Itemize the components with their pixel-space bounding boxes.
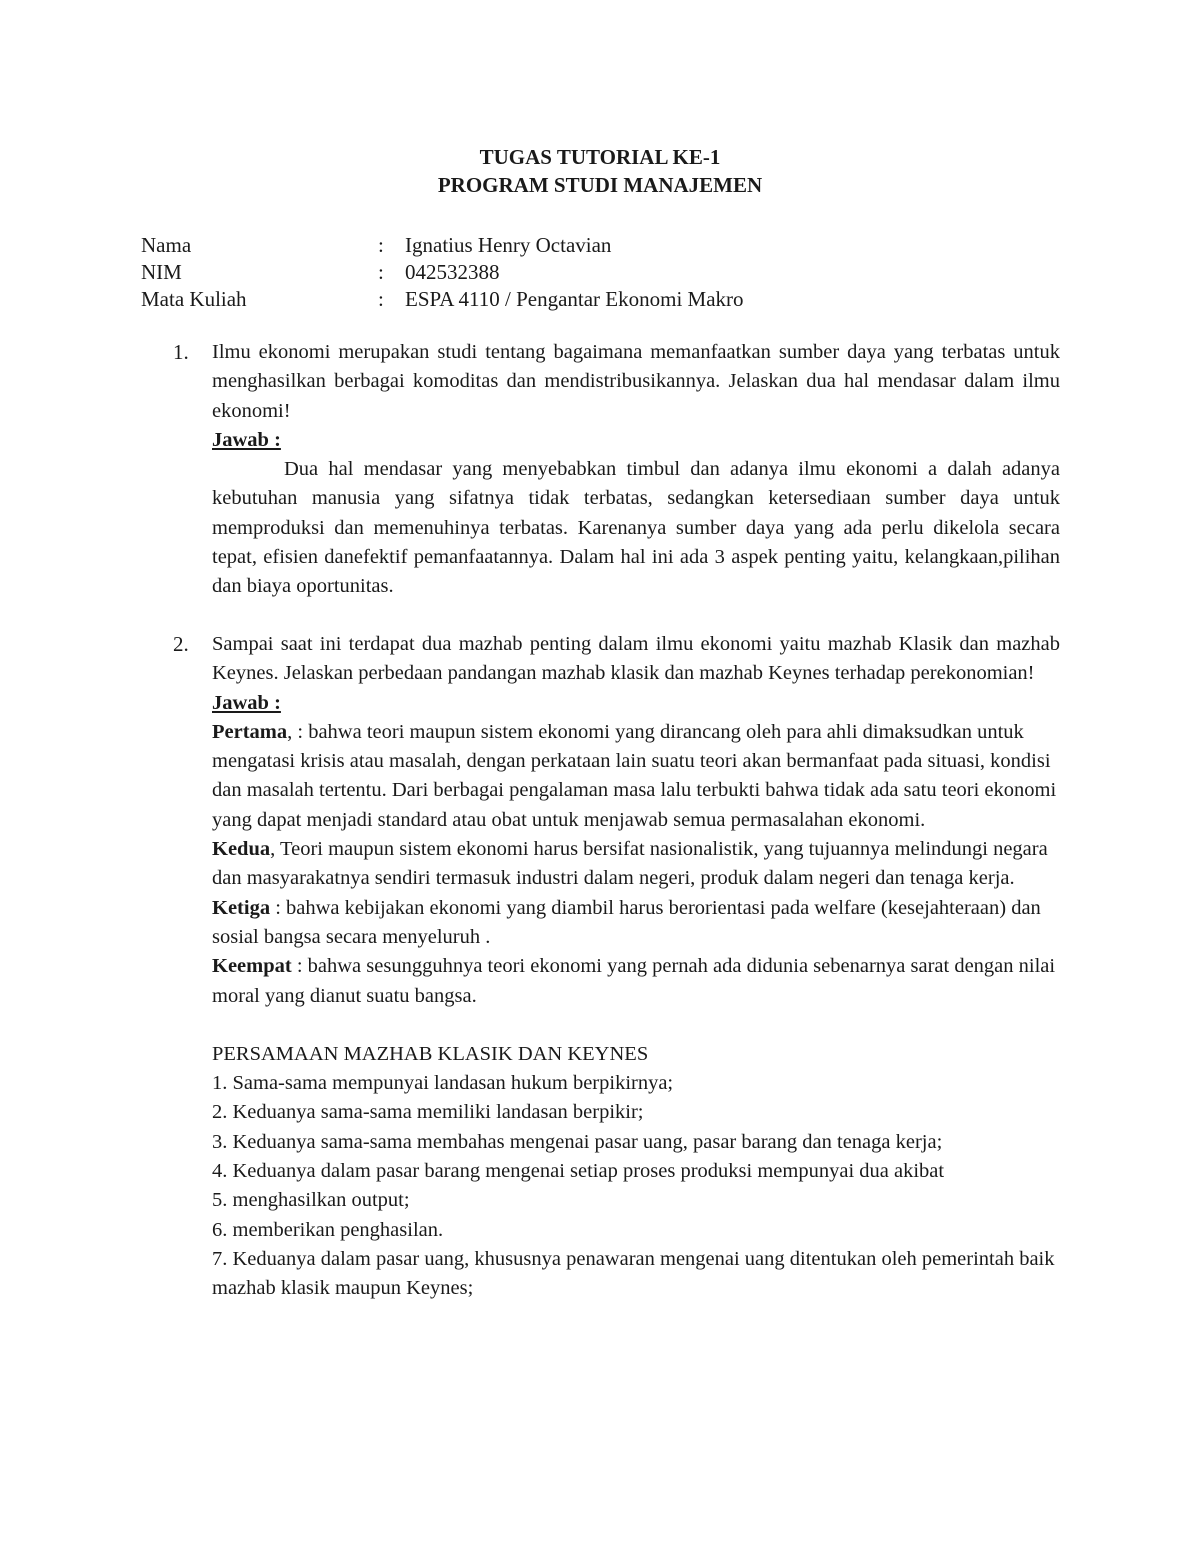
point-separator: , bbox=[270, 838, 280, 861]
point-text: bahwa sesungguhnya teori ekonomi yang pernah ada didunia sebenarnya sarat dengan nilai moral yang dianut suatu bangsa. bbox=[212, 955, 1056, 1007]
info-label: Nama bbox=[141, 233, 192, 257]
spacer bbox=[212, 1011, 1060, 1040]
info-value: Ignatius Henry Octavian bbox=[405, 233, 612, 257]
info-label: NIM bbox=[141, 260, 182, 284]
point-label: Keempat bbox=[212, 955, 292, 978]
persamaan-item: 2. Keduanya sama-sama memiliki landasan berpikir; bbox=[212, 1101, 644, 1124]
point-separator: : bbox=[270, 896, 287, 919]
point-separator: , : bbox=[287, 720, 309, 743]
info-value: ESPA 4110 / Pengantar Ekonomi Makro bbox=[405, 287, 744, 311]
point-text: Teori maupun sistem ekonomi harus bersifat nasionalistik, yang tujuannya melindungi negara dan masyarakatnya sendiri termasuk industri dalam negeri, produk dalam negeri dan tenaga kerja. bbox=[212, 838, 1048, 890]
question-1-number: 1. bbox=[173, 340, 189, 364]
question-2-number: 2. bbox=[173, 632, 189, 656]
persamaan-item: 6. memberikan penghasilan. bbox=[212, 1218, 444, 1241]
persamaan-item: 5. menghasilkan output; bbox=[212, 1189, 410, 1212]
info-colon: : bbox=[378, 233, 384, 257]
point-separator: : bbox=[291, 955, 308, 978]
document-subtitle: PROGRAM STUDI MANAJEMEN bbox=[437, 173, 763, 197]
point-label: Ketiga bbox=[212, 896, 271, 919]
persamaan-item: 7. Keduanya dalam pasar uang, khususnya penawaran mengenai uang ditentukan oleh pemerintah baik mazhab klasik maupun Keynes; bbox=[212, 1247, 1055, 1300]
point-label: Pertama bbox=[212, 720, 288, 743]
answer-point-keempat bbox=[212, 952, 1060, 1011]
info-label: Mata Kuliah bbox=[141, 287, 247, 311]
info-value: 042532388 bbox=[405, 260, 500, 284]
answer-1-text: Dua hal mendasar yang menyebabkan timbul dan adanya ilmu ekonomi a dalah adanya kebutuhan manusia yang sifatnya tidak terbatas, sedangkan ketersediaan sumber daya untuk memproduksi dan memenuhinya terbatas. Karenanya sumber daya yang ada perlu dikelola secara tepat, efisien danefektif pemanfaatannya. Dalam hal ini ada 3 aspek penting yaitu, kelangkaan,pilihan dan biaya oportunitas. bbox=[212, 458, 1060, 598]
answer-point-pertama bbox=[212, 718, 1060, 835]
point-text: bahwa teori maupun sistem ekonomi yang dirancang oleh para ahli dimaksudkan untuk mengatasi krisis atau masalah, dengan perkataan lain suatu teori akan bermanfaat pada situasi, kondisi dan masalah tertentu. Dari berbagai pengalaman masa lalu terbukti bahwa tidak ada satu teori ekonomi yang dapat menjadi standard atau obat untuk menjawab semua permasalahan ekonomi. bbox=[212, 720, 1057, 831]
answer-1-label: Jawab : bbox=[212, 428, 281, 451]
answer-point-ketiga bbox=[212, 894, 1060, 953]
persamaan-item: 3. Keduanya sama-sama membahas mengenai pasar uang, pasar barang dan tenaga kerja; bbox=[212, 1130, 943, 1153]
persamaan-heading: PERSAMAAN MAZHAB KLASIK DAN KEYNES bbox=[212, 1042, 649, 1065]
info-colon: : bbox=[378, 260, 384, 284]
question-2 bbox=[212, 630, 1060, 1304]
point-text: bahwa kebijakan ekonomi yang diambil harus berorientasi pada welfare (kesejahteraan) dan sosial bangsa secara menyeluruh . bbox=[212, 896, 1041, 948]
point-label: Kedua bbox=[212, 838, 271, 861]
persamaan-item: 4. Keduanya dalam pasar barang mengenai setiap proses produksi mempunyai dua akibat bbox=[212, 1160, 945, 1183]
info-colon: : bbox=[378, 287, 384, 311]
document-title: TUGAS TUTORIAL KE-1 bbox=[479, 145, 721, 169]
question-1-text: Ilmu ekonomi merupakan studi tentang bagaimana memanfaatkan sumber daya yang terbatas untuk menghasilkan berbagai komoditas dan mendistribusikannya. Jelaskan dua hal mendasar dalam ilmu ekonomi! bbox=[212, 341, 1060, 422]
persamaan-item: 1. Sama-sama mempunyai landasan hukum berpikirnya; bbox=[212, 1072, 674, 1095]
answer-2-label: Jawab : bbox=[212, 691, 281, 714]
question-2-text: Sampai saat ini terdapat dua mazhab penting dalam ilmu ekonomi yaitu mazhab Klasik dan mazhab Keynes. Jelaskan perbedaan pandangan mazhab klasik dan mazhab Keynes terhadap perekonomian! bbox=[212, 633, 1060, 685]
question-1 bbox=[212, 338, 1060, 602]
answer-point-kedua bbox=[212, 835, 1060, 894]
